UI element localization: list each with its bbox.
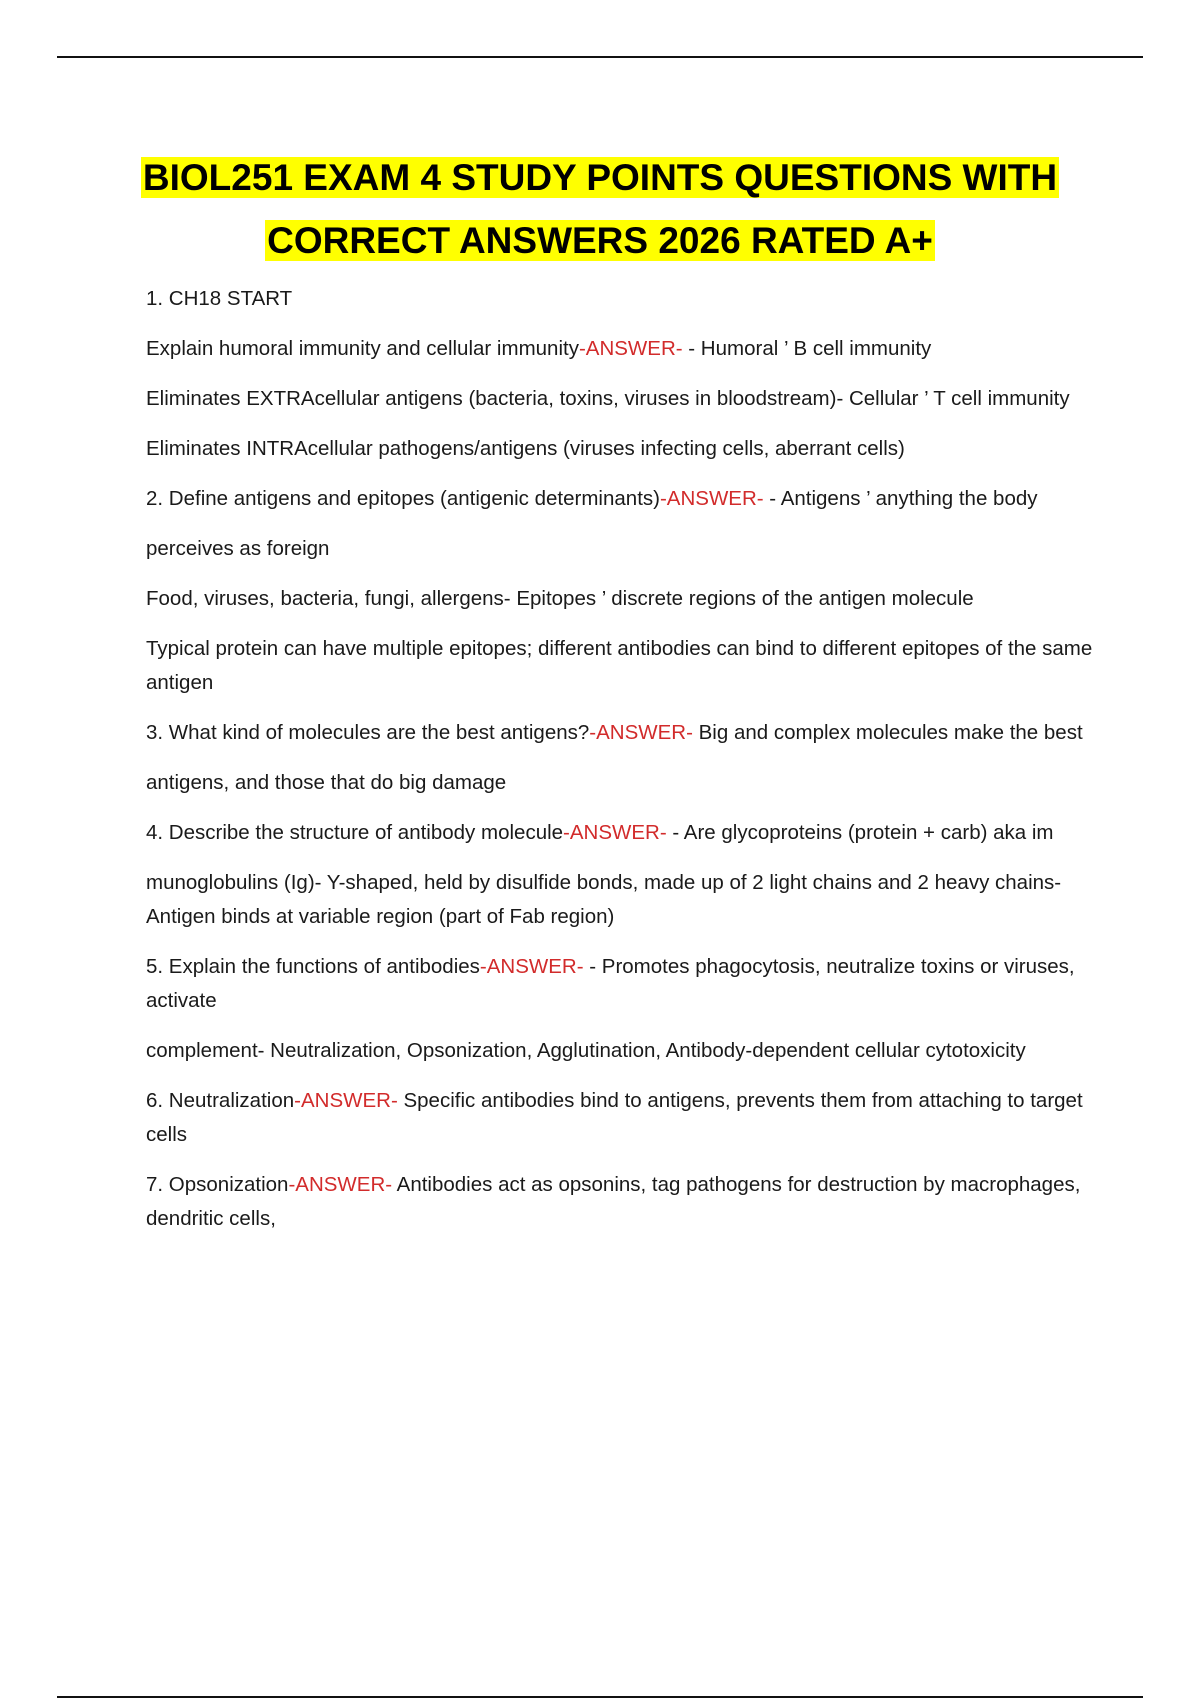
paragraph	[146, 716, 1096, 750]
paragraph-text: Food, viruses, bacteria, fungi, allergens- Epitopes ’ discrete regions of the antigen molecule	[146, 587, 974, 610]
document-title	[0, 146, 1200, 272]
question-text: 3. What kind of molecules are the best antigens?	[146, 721, 590, 744]
answer-text: - Antigens ’ anything the body	[763, 487, 1038, 510]
question-text: 4. Describe the structure of antibody molecule	[146, 821, 564, 844]
answer-marker: -ANSWER-	[288, 1173, 393, 1196]
paragraph	[146, 482, 1096, 516]
answer-text: - Are glycoproteins (protein + carb) aka im	[666, 821, 1054, 844]
paragraph-text: complement- Neutralization, Opsonization, Agglutination, Antibody-dependent cellular cytotoxicity	[146, 1039, 1026, 1062]
answer-marker: -ANSWER-	[479, 955, 584, 978]
paragraph-text: antigens, and those that do big damage	[146, 771, 507, 794]
paragraph	[146, 950, 1096, 1018]
question-text: 6. Neutralization	[146, 1089, 295, 1112]
paragraph-text: Eliminates INTRAcellular pathogens/antigens (viruses infecting cells, aberrant cells)	[146, 437, 905, 460]
paragraph-text: Typical protein can have multiple epitopes; different antibodies can bind to different epitopes of the same antigen	[146, 637, 1093, 694]
answer-text: Specific antibodies bind to antigens, prevents them from attaching to target cells	[146, 1089, 1083, 1146]
paragraph	[146, 1034, 1096, 1068]
paragraph	[146, 432, 1096, 466]
title-line-1	[0, 146, 1200, 209]
answer-marker: -ANSWER-	[294, 1089, 398, 1112]
paragraph	[146, 632, 1096, 700]
title-line-1-text: BIOL251 EXAM 4 STUDY POINTS QUESTIONS WITH	[142, 157, 1058, 198]
paragraph	[146, 1168, 1096, 1236]
paragraph-text: perceives as foreign	[146, 537, 330, 560]
title-line-2	[0, 209, 1200, 272]
question-text: Explain humoral immunity and cellular immunity	[146, 337, 579, 360]
document-body	[146, 282, 1096, 1252]
question-text: 5. Explain the functions of antibodies	[146, 955, 480, 978]
top-rule	[57, 56, 1143, 58]
question-text: 2. Define antigens and epitopes (antigenic determinants)	[146, 487, 660, 510]
answer-text: - Promotes phagocytosis, neutralize toxins or viruses, activate	[146, 955, 1075, 1012]
answer-text: - Humoral ’ B cell immunity	[682, 337, 932, 360]
answer-marker: -ANSWER-	[578, 337, 683, 360]
answer-text: Antibodies act as opsonins, tag pathogens for destruction by macrophages, dendritic cells,	[146, 1173, 1081, 1230]
answer-marker: -ANSWER-	[589, 721, 693, 744]
paragraph	[146, 582, 1096, 616]
paragraph-text: munoglobulins (Ig)- Y-shaped, held by disulfide bonds, made up of 2 light chains and 2 heavy chains- Antigen binds at variable region (part of Fab region)	[146, 871, 1062, 928]
paragraph	[146, 816, 1096, 850]
paragraph	[146, 766, 1096, 800]
answer-text: Big and complex molecules make the best	[692, 721, 1083, 744]
paragraph	[146, 532, 1096, 566]
paragraph	[146, 866, 1096, 934]
title-line-2-text: CORRECT ANSWERS 2026 RATED A+	[267, 220, 933, 261]
answer-marker: -ANSWER-	[563, 821, 667, 844]
question-text: 7. Opsonization	[146, 1173, 289, 1196]
paragraph-text: 1. CH18 START	[146, 287, 293, 310]
paragraph-text: Eliminates EXTRAcellular antigens (bacteria, toxins, viruses in bloodstream)- Cellular ’ T cell immunity	[146, 387, 1070, 410]
bottom-rule	[57, 1696, 1143, 1698]
paragraph	[146, 282, 1096, 316]
paragraph	[146, 1084, 1096, 1152]
answer-marker: -ANSWER-	[659, 487, 764, 510]
paragraph	[146, 332, 1096, 366]
paragraph	[146, 382, 1096, 416]
